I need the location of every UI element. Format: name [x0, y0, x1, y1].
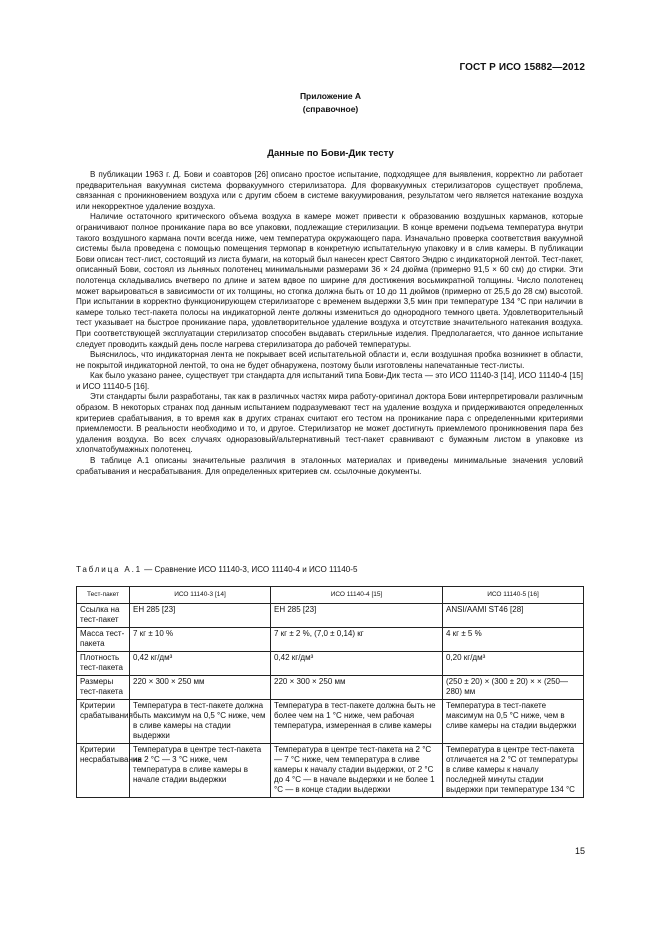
paragraph: В таблице А.1 описаны значительные различия в эталонных материалах и приведены минимальные значения условий срабатывания и несрабатывания. Для определенных критериев см. ссылочные документы.: [76, 456, 583, 476]
row-label: Плотность тест-пакета: [77, 652, 130, 676]
table-row: [77, 652, 584, 676]
paragraph: Выяснилось, что индикаторная лента не покрывает всей испытательной области и, если воздушная пробка возникнет в области, не покрытой индикаторной лентой, то она не будет обнаружена, поэтому были изготовлены напечатанные тест-листы.: [76, 350, 583, 370]
table-cell: ЕН 285 [23]: [271, 604, 443, 628]
paragraph: В публикации 1963 г. Д. Бови и соавторов [26] описано простое испытание, подходящее для выявления, корректно ли работает предварительная вакуумная система форвакуумного стерилизатора. Для форвакуумных стерилизаторов существует проблема, связанная с проникновением воздуха или с другим сбоем в системе вакуумирования, результатом чего является натекание воздуха или некорректное удаление воздуха.: [76, 170, 583, 211]
table-cell: 0,20 кг/дм³: [443, 652, 584, 676]
annex-note: (справочное): [302, 104, 359, 114]
table-row: [77, 700, 584, 744]
table-cell: 220 × 300 × 250 мм: [271, 676, 443, 700]
row-label: Ссылка на тест-пакет: [77, 604, 130, 628]
table-cell: Температура в тест-пакете максимум на 0,5 °С ниже, чем в сливе камеры на стадии выдержки: [443, 700, 584, 744]
table-cell: ЕН 285 [23]: [130, 604, 271, 628]
table-caption: [76, 565, 358, 574]
table-cell: Температура в тест-пакете должна быть максимум на 0,5 °С ниже, чем в сливе камеры на стадии выдержки: [130, 700, 271, 744]
comparison-table: [76, 586, 584, 798]
paragraph: Наличие остаточного критического объема воздуха в камере может привести к образованию воздушных карманов, которые ограничивают полное проникание пара во все упаковки, подлежащие стерилизации. В конце времени подъема температура внутри такого воздушного кармана почти всегда ниже, чем температура окружающего пара. Изначально проверка соответствия вакуумной системы была проведена с помощью помещения термопар в конкретную испытательную упаковку и в слив камеры. В публикации Бови описан тест-лист, состоящий из листа бумаги, на который был нанесен крест Святого Эндрю с индикаторной лентой. Тест-пакет, описанный Бови, состоял из льняных полотенец минимальными размерами 36 × 24 дюйма (примерно 91,5 × 60 см) до стирки. Эти полотенца складывались вчетверо по длине и затем вдвое по ширине для достижения восьмикратной толщины. Число полотенец может варьироваться в зависимости от их толщины, но стопка должна быть от 10 до 11 дюймов (примерно от 25,5 до 28 см) высотой. При испытании в корректно функционирующем стерилизаторе с временем выдержки 3,5 мин при температуре 134 °С при наличии в камере только тест-пакета полосы на индикаторной ленте должны измениться до однородного темного цвета. Удовлетворительный тест указывает на быстрое проникание пара, удовлетворительное удаление воздуха и отсутствие значительного натекания воздуха. При соответствующей эксплуатации стерилизатор способен выдавать стерильные изделия. Предполагается, что данное испытание следует проводить каждый день после нагрева стерилизатора до рабочей температуры.: [76, 212, 583, 349]
table-row: [77, 676, 584, 700]
table-caption-text: — Сравнение ИСО 11140-3, ИСО 11140-4 и ИСО 11140-5: [141, 565, 358, 574]
table-row: [77, 604, 584, 628]
header-cell: ИСО 11140-5 [16]: [443, 587, 584, 604]
table-cell: (250 ± 20) × (300 ± 20) × × (250—280) мм: [443, 676, 584, 700]
row-label: Размеры тест-пакета: [77, 676, 130, 700]
table-cell: Температура в центре тест-пакета отличается на 2 °С от температуры в сливе камеры к началу последней минуты стадии выдержки при температуре 134 °С: [443, 744, 584, 798]
table-cell: 7 кг ± 2 %, (7,0 ± 0,14) кг: [271, 628, 443, 652]
table-cell: Температура в тест-пакете должна быть не более чем на 1 °С ниже, чем рабочая температура, измеренная в сливе камеры: [271, 700, 443, 744]
table-row: [77, 744, 584, 798]
page-number: 15: [574, 846, 585, 856]
body-text: [76, 170, 583, 477]
annex-title: Приложение А: [299, 91, 362, 101]
standard-header: ГОСТ Р ИСО 15882—2012: [459, 62, 585, 73]
header-cell: Тест-пакет: [77, 587, 130, 604]
header-cell: ИСО 11140-3 [14]: [130, 587, 271, 604]
section-title: Данные по Бови-Дик тесту: [267, 148, 394, 159]
table-caption-label: Таблица А.1: [76, 565, 142, 574]
table-cell: 0,42 кг/дм³: [271, 652, 443, 676]
table-cell: 4 кг ± 5 %: [443, 628, 584, 652]
table-cell: 7 кг ± 10 %: [130, 628, 271, 652]
paragraph: Эти стандарты были разработаны, так как в различных частях мира работу-оригинал доктора Бови интерпретировали различным образом. В некоторых странах под данным испытанием подразумевают тест на удаление воздуха и придерживаются определенных критериев срабатывания, в то время как в других странах считают его тестом на проникание пара с определенными критериями приемлемости. В реальности необходимо и то, и другое. Стерилизатор не может достигнуть приемлемого проникновения пара без удаления воздуха. Во всех случаях одноразовый/альтернативный тест-пакет сравнивают с бумажным листом в упаковке из хлопчатобумажных полотенец.: [76, 392, 583, 455]
table-cell: ANSI/AAMI ST46 [28]: [443, 604, 584, 628]
row-label: Масса тест-пакета: [77, 628, 130, 652]
table-cell: Температура в центре тест-пакета на 2 °С — 3 °С ниже, чем температура в сливе камеры в начале стадии выдержки: [130, 744, 271, 798]
table-cell: 0,42 кг/дм³: [130, 652, 271, 676]
table-header-row: [77, 587, 584, 604]
paragraph: Как было указано ранее, существует три стандарта для испытаний типа Бови-Дик теста — это ИСО 11140-3 [14], ИСО 11140-4 [15] и ИСО 11140-5 [16].: [76, 371, 583, 391]
table-cell: 220 × 300 × 250 мм: [130, 676, 271, 700]
table-cell: Температура в центре тест-пакета на 2 °С — 7 °С ниже, чем температура в сливе камеры к началу стадии выдержки, от 2 °С до 4 °С — в начале выдержки и не более 1 °С — в конце стадии выдержки: [271, 744, 443, 798]
row-label: Критерии срабатывания: [77, 700, 130, 744]
row-label: Критерии несрабатывания: [77, 744, 130, 798]
header-cell: ИСО 11140-4 [15]: [271, 587, 443, 604]
table-row: [77, 628, 584, 652]
